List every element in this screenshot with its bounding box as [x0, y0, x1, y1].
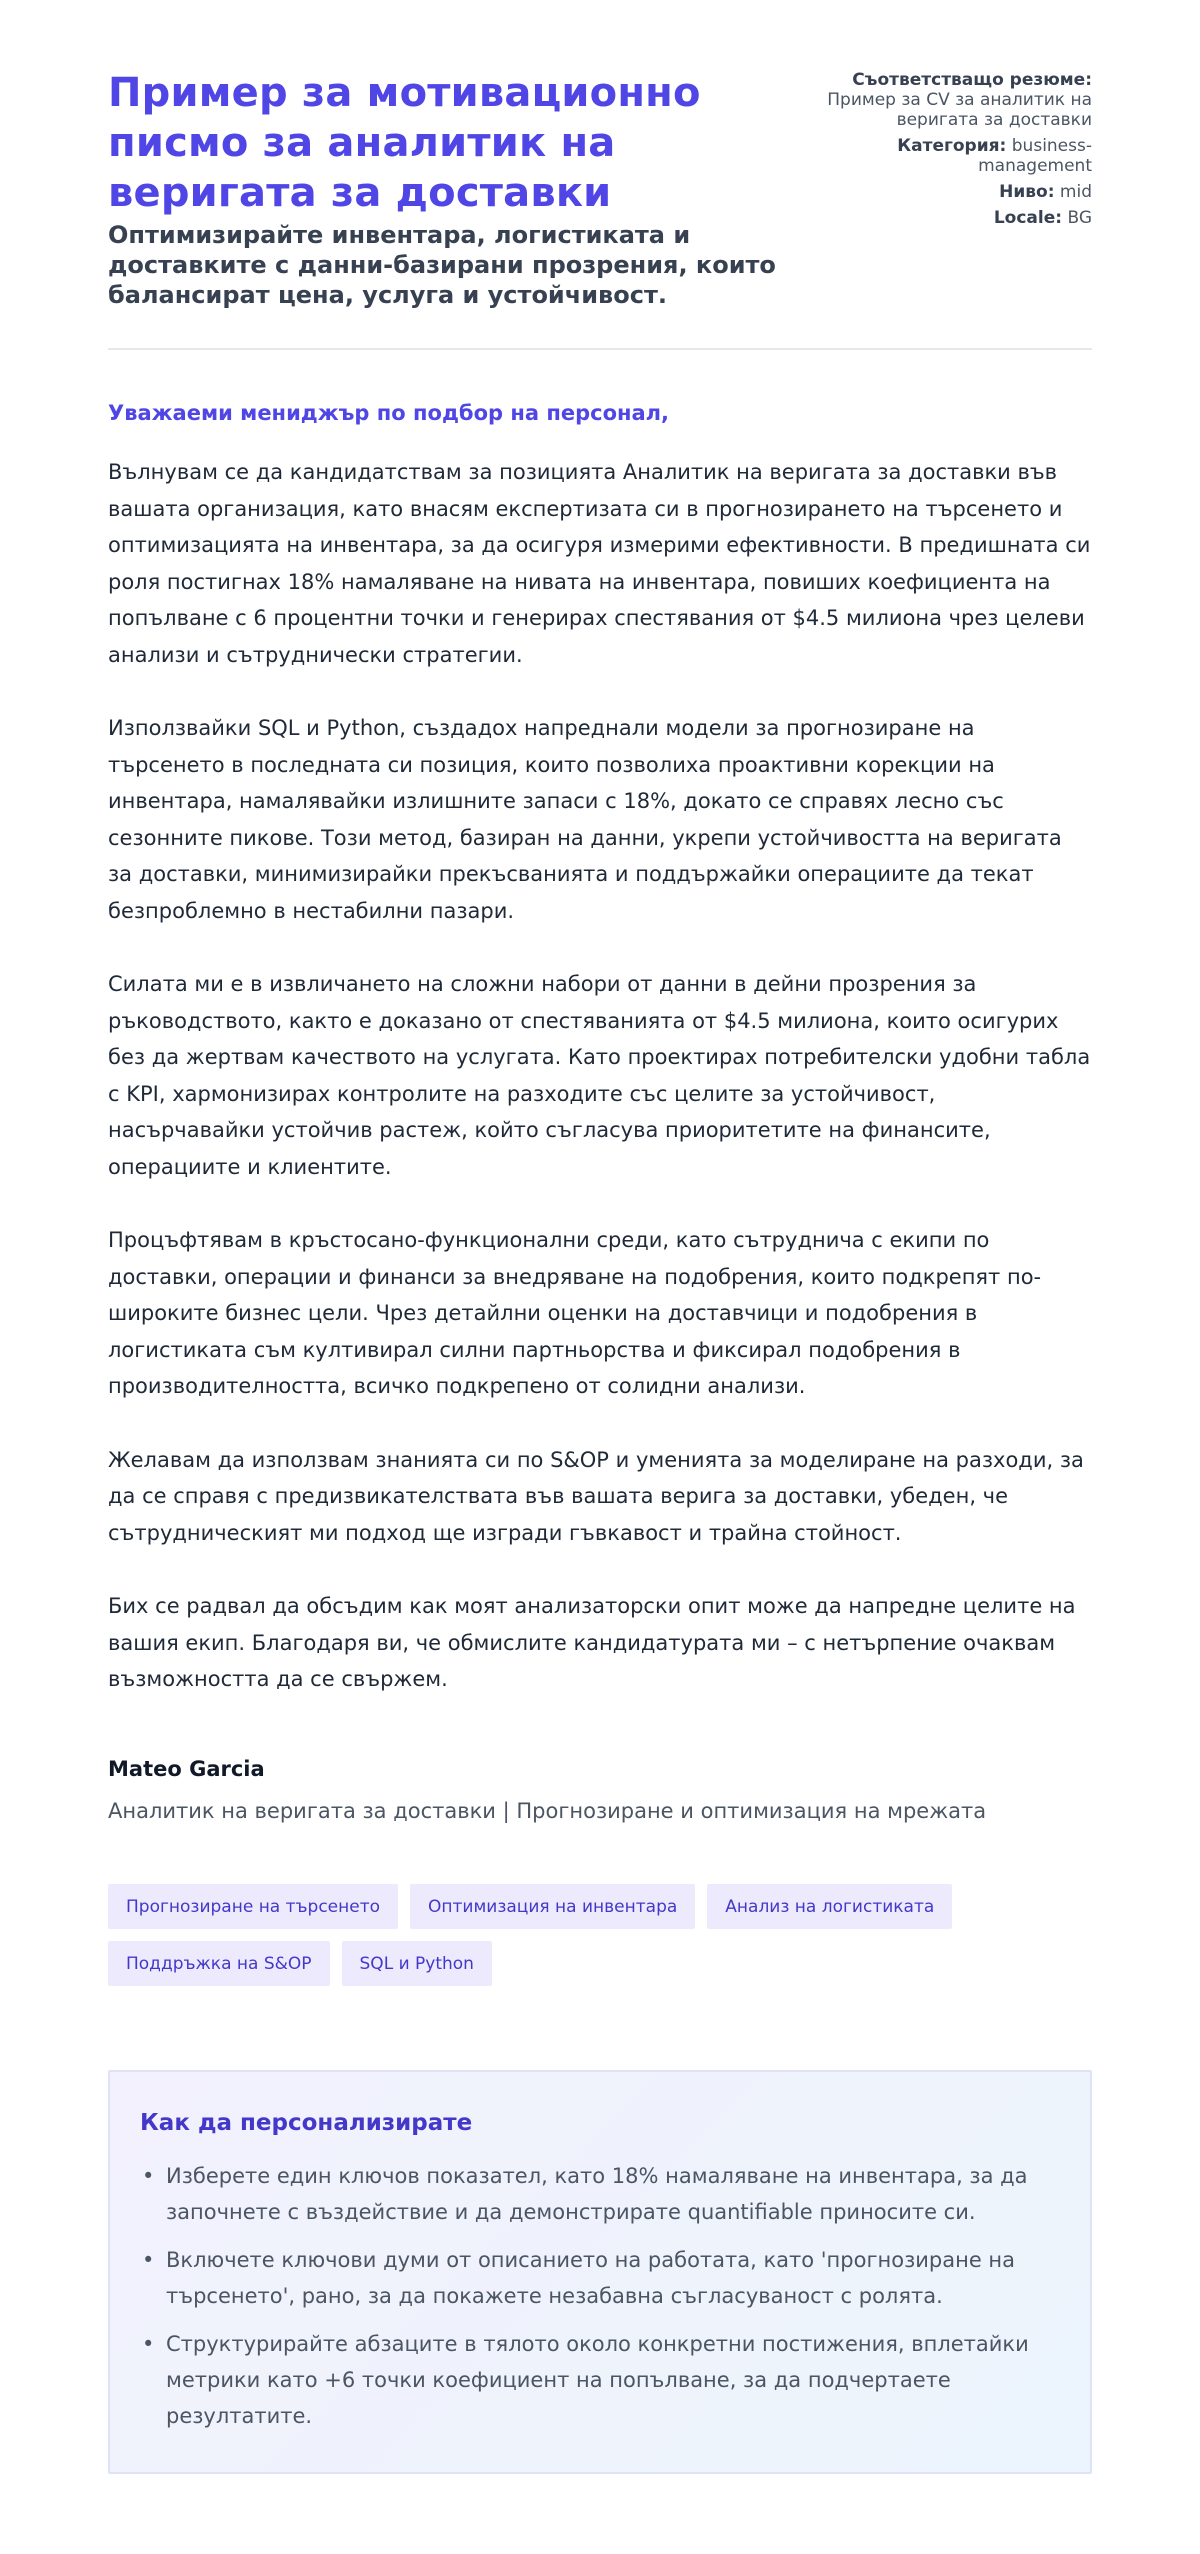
page-title: Пример за мотивационно писмо за аналитик на веригата за доставки	[108, 70, 701, 216]
meta-locale-label: Locale:	[993, 208, 1063, 228]
meta-resume	[816, 70, 1092, 130]
bullet-icon: •	[142, 2331, 155, 2356]
skill-tag: Прогнозиране на търсенето	[108, 1884, 398, 1929]
letter-body	[108, 454, 1092, 1698]
skill-tags	[108, 1884, 1008, 1986]
meta-level-value: mid	[1059, 182, 1092, 202]
meta-level-label: Ниво:	[999, 182, 1055, 202]
skill-tag: Анализ на логистиката	[707, 1884, 952, 1929]
meta-category-value: business-management	[978, 136, 1092, 176]
tips-item-text: Изберете един ключов показател, като 18% намаляване на инвентара, за да започнете с въздействие и да демонстрирате quantifiable приносите си.	[166, 2163, 1028, 2224]
skill-tag: Оптимизация на инвентара	[410, 1884, 695, 1929]
bullet-icon: •	[142, 2247, 155, 2272]
tips-item	[140, 2326, 1060, 2434]
letter-greeting: Уважаеми мениджър по подбор на персонал,	[108, 401, 670, 425]
meta-resume-link[interactable]: Пример за CV за аналитик на веригата за доставки	[827, 90, 1092, 130]
signature-name: Mateo Garcia	[108, 1756, 265, 1781]
header-titles	[108, 68, 816, 310]
letter-paragraph: Използвайки SQL и Python, създадох напреднали модели за прогнозиране на търсенето в последната си позиция, които позволиха проактивни корекции на инвентара, намалявайки излишните запаси с 18%, докато се справях лесно със сезонните пикове. Този метод, базиран на данни, укрепи устойчивостта на веригата за доставки, минимизирайки прекъсванията и поддържайки операциите да текат безпроблемно в нестабилни пазари.	[108, 716, 1062, 923]
bullet-icon: •	[142, 2163, 155, 2188]
letter-paragraph: Желавам да използвам знанията си по S&OP и уменията за моделиране на разходи, за да се справя с предизвикателствата във вашата верига за доставки, убеден, че сътрудническият ми подход ще изгради гъвкавост и трайна стойност.	[108, 1447, 1084, 1545]
meta-panel	[816, 68, 1092, 234]
skill-tag: SQL и Python	[342, 1941, 492, 1986]
meta-category-label: Категория:	[897, 136, 1007, 156]
letter-paragraph: Вълнувам се да кандидатствам за позицията Аналитик на веригата за доставки във вашата организация, като внасям експертизата си в прогнозирането на търсенето и оптимизацията на инвентара, за да осигуря измерими ефективности. В предишната си роля постигнах 18% намаляване на нивата на инвентара, повиших коефициента на попълване с 6 процентни точки и генерирах спестявания от $4.5 милиона чрез целеви анализи и сътруднически стратегии.	[108, 460, 1091, 667]
tips-item-text: Структурирайте абзаците в тялото около конкретни постижения, вплетайки метрики като +6 точки коефициент на попълване, за да подчертаете резултатите.	[166, 2331, 1029, 2428]
meta-locale	[816, 208, 1092, 228]
meta-category	[816, 136, 1092, 176]
meta-locale-value: BG	[1067, 208, 1092, 228]
customization-tips	[108, 2070, 1092, 2474]
tips-title: Как да персонализирате	[140, 2109, 473, 2136]
tips-item	[140, 2158, 1060, 2230]
letter-paragraph: Процъфтявам в кръстосано-функционални среди, като сътруднича с екипи по доставки, операции и финанси за внедряване на подобрения, които подкрепят по-широките бизнес цели. Чрез детайлни оценки на доставчици и подобрения в логистиката съм култивирал силни партньорства и фиксирал подобрения в производителността, всичко подкрепено от солидни анализи.	[108, 1228, 1042, 1398]
tips-list	[140, 2158, 1060, 2434]
letter-paragraph: Силата ми е в извличането на сложни набори от данни в дейни прозрения за ръководството, както е доказано от спестяванията от $4.5 милиона, които осигурих без да жертвам качеството на услугата. Като проектирах потребителски удобни табла с KPI, хармонизирах контролите на разходите със целите за устойчивост, насърчавайки устойчив растеж, който съгласува приоритетите на финансите, операциите и клиентите.	[108, 972, 1091, 1179]
skill-tag: Поддръжка на S&OP	[108, 1941, 330, 1986]
page-subtitle: Оптимизирайте инвентара, логистиката и доставките с данни-базирани прозрения, които балансират цена, услуга и устойчивост.	[108, 221, 776, 309]
meta-level	[816, 182, 1092, 202]
letter	[108, 398, 1092, 1826]
tips-item	[140, 2242, 1060, 2314]
signature-role: Аналитик на веригата за доставки | Прогнозиране и оптимизация на мрежата	[108, 1798, 987, 1823]
meta-resume-label: Съответстващо резюме:	[852, 70, 1092, 90]
page-header	[108, 68, 1092, 350]
tips-item-text: Включете ключови думи от описанието на работата, като 'прогнозиране на търсенето', рано, за да покажете незабавна съгласуваност с ролята.	[166, 2247, 1016, 2308]
letter-paragraph: Бих се радвал да обсъдим как моят анализаторски опит може да напредне целите на вашия екип. Благодаря ви, че обмислите кандидатурата ми – с нетърпение очаквам възможността да се свържем.	[108, 1594, 1076, 1691]
signature	[108, 1754, 1092, 1826]
